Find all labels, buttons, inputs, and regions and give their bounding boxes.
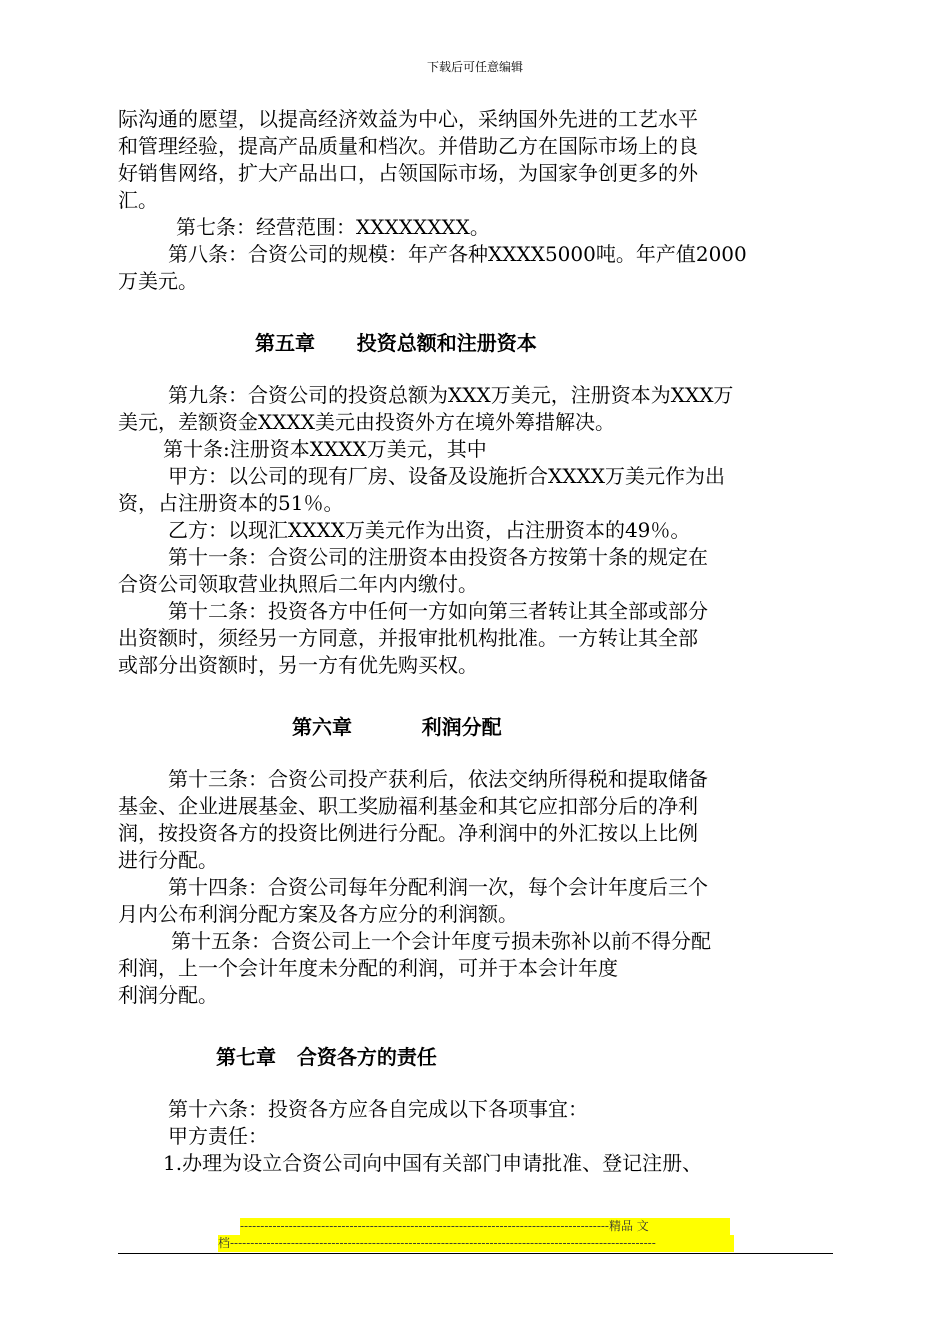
body-line: 第十条:注册资本XXXX万美元，其中 <box>163 437 487 461</box>
body-line: 美元，差额资金XXXX美元由投资外方在境外筹措解决。 <box>118 410 615 434</box>
body-line: 和管理经验，提高产品质量和档次。并借助乙方在国际市场上的良 <box>118 134 698 158</box>
body-line: 第十三条：合资公司投产获利后，依法交纳所得税和提取储备 <box>168 767 708 791</box>
body-line: 第十五条：合资公司上一个会计年度亏损未弥补以前不得分配 <box>171 929 711 953</box>
body-line: 乙方：以现汇XXXX万美元作为出资，占注册资本的49％。 <box>168 518 691 542</box>
body-line: 甲方责任： <box>168 1124 268 1148</box>
body-line: 或部分出资额时，另一方有优先购买权。 <box>118 653 478 677</box>
footer-watermark-line2: 档--------------------------------------------------------------------------------------------------------- <box>218 1235 734 1252</box>
body-line: 1.办理为设立合资公司向中国有关部门申请批准、登记注册、 <box>163 1151 703 1175</box>
chapter-heading: 第六章 利润分配 <box>292 715 502 739</box>
body-line: 第十二条：投资各方中任何一方如向第三者转让其全部或部分 <box>168 599 708 623</box>
body-line: 第十一条：合资公司的注册资本由投资各方按第十条的规定在 <box>168 545 708 569</box>
chapter-heading: 第五章 投资总额和注册资本 <box>255 331 537 355</box>
body-line: 利润分配。 <box>118 983 218 1007</box>
footer-rule <box>118 1253 833 1254</box>
body-line: 润，按投资各方的投资比例进行分配。净利润中的外汇按以上比例 <box>118 821 698 845</box>
body-line: 汇。 <box>118 188 158 212</box>
body-line: 出资额时，须经另一方同意，并报审批机构批准。一方转让其全部 <box>118 626 698 650</box>
body-line: 利润，上一个会计年度未分配的利润，可并于本会计年度 <box>118 956 618 980</box>
body-line: 基金、企业进展基金、职工奖励福利基金和其它应扣部分后的净利 <box>118 794 698 818</box>
body-line: 进行分配。 <box>118 848 218 872</box>
page-header: 下载后可任意编辑 <box>426 60 523 74</box>
body-line: 第九条：合资公司的投资总额为XXX万美元，注册资本为XXX万 <box>168 383 734 407</box>
body-line: 第十六条：投资各方应各自完成以下各项事宜： <box>168 1097 588 1121</box>
body-line: 资，占注册资本的51％。 <box>118 491 344 515</box>
body-line: 第七条：经营范围：XXXXXXXX。 <box>176 215 490 239</box>
body-line: 好销售网络，扩大产品出口，占领国际市场，为国家争创更多的外 <box>118 161 698 185</box>
body-line: 第十四条：合资公司每年分配利润一次，每个会计年度后三个 <box>168 875 708 899</box>
body-line: 际沟通的愿望，以提高经济效益为中心，采纳国外先进的工艺水平 <box>118 107 698 131</box>
body-line: 第八条：合资公司的规模：年产各种XXXX5000吨。年产值2000 <box>168 242 747 266</box>
footer-watermark-line1: -------------------------------------------------------------------------------------------精品 文 <box>240 1218 730 1235</box>
chapter-heading: 第七章 合资各方的责任 <box>216 1045 437 1069</box>
body-line: 合资公司领取营业执照后二年内内缴付。 <box>118 572 478 596</box>
body-line: 万美元。 <box>118 269 198 293</box>
body-line: 甲方：以公司的现有厂房、设备及设施折合XXXX万美元作为出 <box>168 464 725 488</box>
body-line: 月内公布利润分配方案及各方应分的利润额。 <box>118 902 518 926</box>
